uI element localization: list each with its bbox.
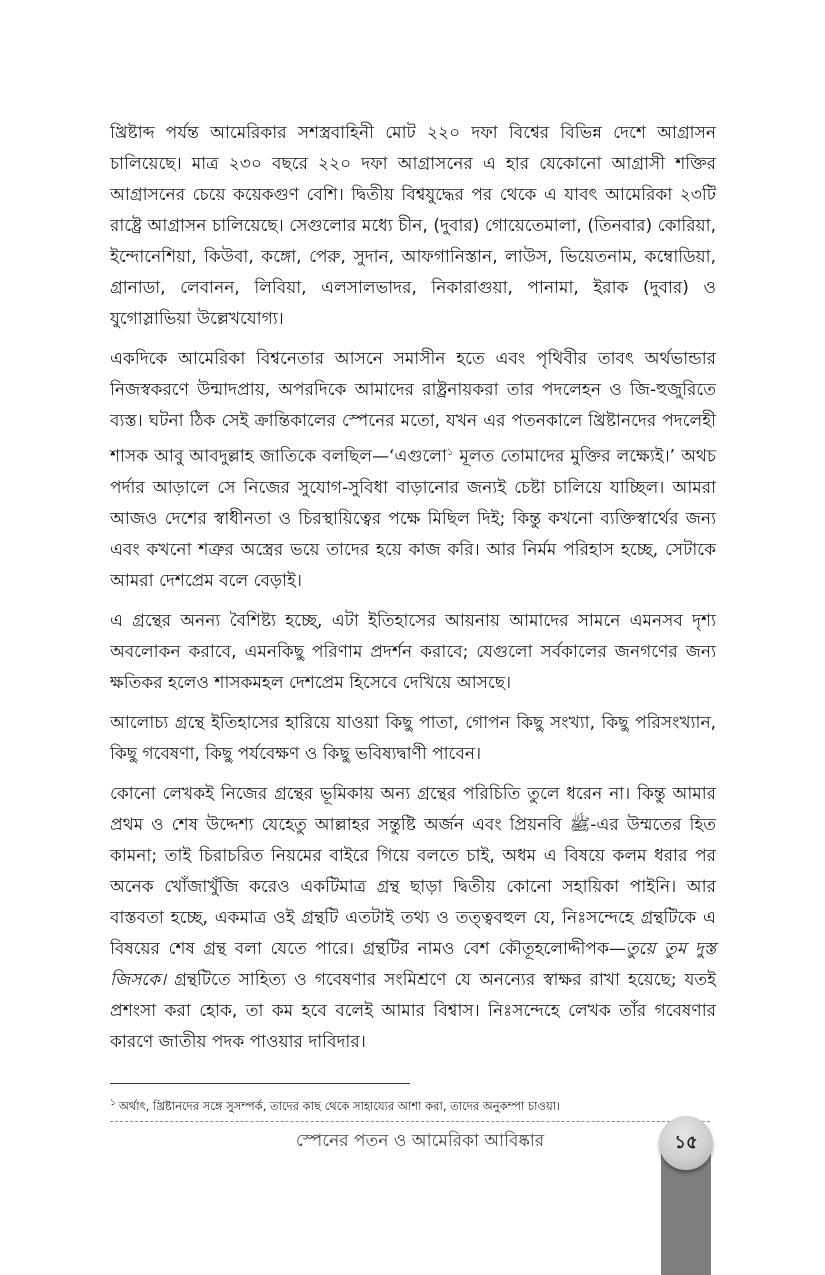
paragraph-3: এ গ্রন্থের অনন্য বৈশিষ্ট্য হচ্ছে, এটা ইতিহাসের আয়নায় আমাদের সামনে এমনসব দৃশ্য অবলোকন করাবে, এমনকিছু পরিণাম প্রদর্শন করাবে; যেগুলো সর্বকালের জনগণের জন্য ক্ষতিকর হলেও শাসকমহল দেশপ্রেম হিসেবে দেখিয়ে আসছে। (110, 610, 716, 693)
footnote-marker: ১ (110, 1098, 116, 1108)
paragraph-5 (110, 779, 716, 1058)
footnote-text: অর্থাৎ, খ্রিষ্টানদের সঙ্গে সুসম্পর্ক, তাদের কাছ থেকে সাহায্যের আশা করা, তাদের অনুকম্পা চাওয়া। (118, 1098, 561, 1113)
paragraph-2-text-before: একদিকে আমেরিকা বিশ্বনেতার আসনে সমাসীন হতে এবং পৃথিবীর তাবৎ অর্থভান্ডার নিজস্বকরণে উন্মাদপ্রায়, অপরদিকে আমাদের রাষ্ট্রনায়করা তার পদলেহন ও জি-হুজুরিতে ব্যস্ত। ঘটনা ঠিক সেই ক্রান্তিকালের স্পেনের মতো, যখন এর পতনকালে খ্রিষ্টানদের পদলেহী শাসক আবু আবদুল্লাহ জাতিকে বলছিল—‘এগুলো (110, 349, 716, 467)
paragraph-2-text-after: মূলত তোমাদের মুক্তির লক্ষ্যেই।’ অথচ পর্দার আড়ালে সে নিজের সুযোগ-সুবিধা বাড়ানোর জন্যই চেষ্টা চালিয়ে যাচ্ছিল। আমরা আজও দেশের স্বাধীনতা ও চিরস্থায়িত্বের পক্ষে মিছিল দিই; কিন্তু কখনো ব্যক্তিস্বার্থের জন্য এবং কখনো শত্রুর অস্ত্রের ভয়ে তাদের হয়ে কাজ করি। আর নির্মম পরিহাস হচ্ছে, সেটাকে আমরা দেশপ্রেম বলে বেড়াই। (110, 446, 717, 591)
book-title-italic: তুয়ে তুম দুস্ত জিসকে। (110, 938, 717, 990)
running-title: স্পেনের পতন ও আমেরিকা আবিষ্কার (295, 1131, 545, 1151)
paragraph-2 (110, 344, 716, 597)
paragraph-5-text-before: কোনো লেখকই নিজের গ্রন্থের ভূমিকায় অন্য গ্রন্থের পরিচিতি তুলে ধরেন না। কিন্তু আমার প্রথম ও শেষ উদ্দেশ্য যেহেতু আল্লাহর সন্তুষ্টি অর্জন এবং প্রিয়নবি ﷺ-এর উম্মতের হিত কামনা; তাই চিরাচরিত নিয়মের বাইরে গিয়ে বলতে চাই, অধম এ বিষয়ে কলম ধরার পর অনেক খোঁজাখুঁজি করেও একটিমাত্র গ্রন্থ ছাড়া দ্বিতীয় কোনো সহায়িকা পাইনি। আর বাস্তবতা হচ্ছে, একমাত্র ওই গ্রন্থটি এতটাই তথ্য ও তত্ত্ববহুল যে, নিঃসন্দেহে গ্রন্থটিকে এ বিষয়ের শেষ গ্রন্থ বলা যেতে পারে। গ্রন্থটির নামও বেশ কৌতূহলোদ্দীপক— (110, 783, 716, 959)
footnote-reference: ১ (446, 447, 454, 458)
footnote (110, 1094, 720, 1115)
body-text (110, 118, 716, 1067)
paragraph-4: আলোচ্য গ্রন্থে ইতিহাসের হারিয়ে যাওয়া কিছু পাতা, গোপন কিছু সংখ্যা, কিছু পরিসংখ্যান, কিছু গবেষণা, কিছু পর্যবেক্ষণ ও কিছু ভবিষ্যদ্বাণী পাবেন। (110, 712, 716, 764)
paragraph-5-text-after: গ্রন্থটিতে সাহিত্য ও গবেষণার সংমিশ্রণে যে অনন্যের স্বাক্ষর রাখা হয়েছে; যতই প্রশংসা করা হোক, তা কম হবে বলেই আমার বিশ্বাস। নিঃসন্দেহে লেখক তাঁর গবেষণার কারণে জাতীয় পদক পাওয়ার দাবিদার। (110, 969, 716, 1052)
page-number: ১৫ (674, 1132, 698, 1153)
paragraph-1: খ্রিষ্টাব্দ পর্যন্ত আমেরিকার সশস্ত্রবাহিনী মোট ২২০ দফা বিশ্বের বিভিন্ন দেশে আগ্রাসন চালিয়েছে। মাত্র ২৩০ বছরে ২২০ দফা আগ্রাসনের এ হার যেকোনো আগ্রাসী শক্তির আগ্রাসনের চেয়ে কয়েকগুণ বেশি। দ্বিতীয় বিশ্বযুদ্ধের পর থেকে এ যাবৎ আমেরিকা ২৩টি রাষ্ট্রে আগ্রাসন চালিয়েছে। সেগুলোর মধ্যে চীন, (দুবার) গোয়েতেমালা, (তিনবার) কোরিয়া, ইন্দোনেশিয়া, কিউবা, কঙ্গো, পেরু, সুদান, আফগানিস্তান, লাউস, ভিয়েতনাম, কম্বোডিয়া, গ্রানাডা, লেবানন, লিবিয়া, এলসালভাদর, নিকারাগুয়া, পানামা, ইরাক (দুবার) ও যুগোস্লাভিয়া উল্লেখযোগ্য। (110, 123, 716, 329)
footnote-separator (110, 1083, 410, 1084)
footer-dashed-rule (110, 1121, 710, 1122)
